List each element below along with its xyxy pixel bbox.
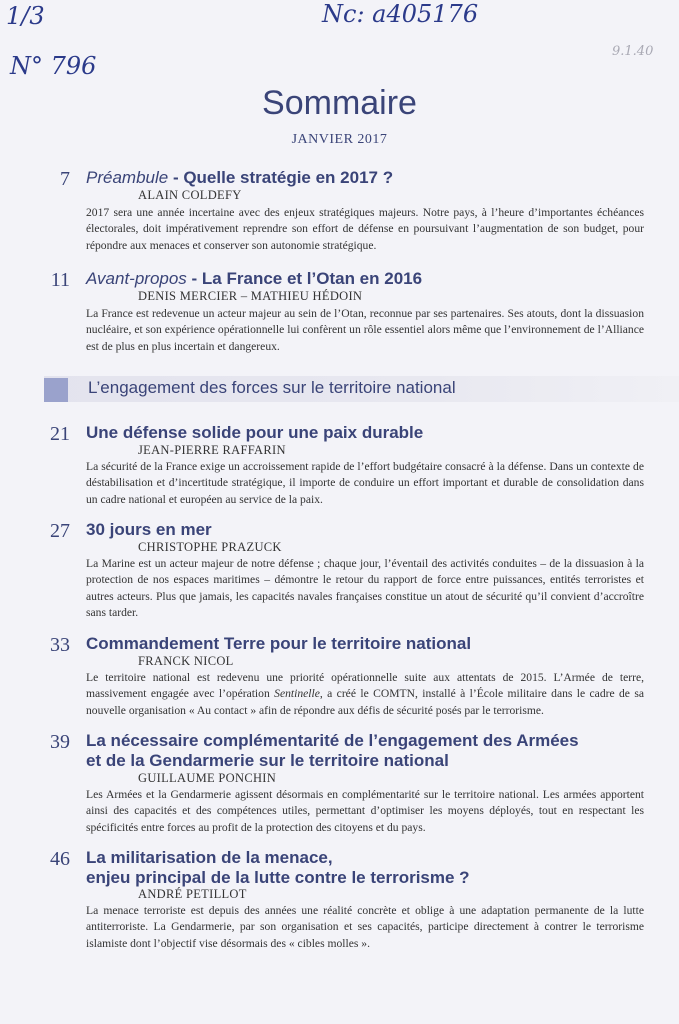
entry-abstract: La France est redevenue un acteur majeur au sein de l’Otan, reconnue par ses partenaires. Ses atouts, dont la dissuasion nucléaire, et son expérience opérationnelle lui confèrent un rôle essentiel alors même que l’environnement de l’Alliance est de plus en plus incertain et dangereux.	[86, 307, 644, 353]
handwritten-issue-number: N° 796	[10, 52, 97, 80]
article-author: ANDRÉ PETILLOT	[138, 887, 247, 901]
entry-abstract: 2017 sera une année incertaine avec des enjeux stratégiques majeurs. Notre pays, à l’heure d’importantes échéances électorales, doit impérativement reprendre son effort de défense en poursuivant l’augmentation de son budget, pour répondre aux menaces et conserver son autonomie stratégique.	[86, 206, 644, 252]
article-abstract: La Marine est un acteur majeur de notre défense ; chaque jour, l’éventail des activités conduites – de la dissuasion à la protection de nos espaces maritimes – démontre le retour du rapport de force entre puissances, entités terroristes et autres acteurs. Plus que jamais, les capacités navales françaises constitue un atout de sécurité qu’il convient d’accroître sans tarder.	[86, 557, 644, 619]
page-number: 46	[50, 848, 70, 870]
page-number: 27	[50, 520, 70, 542]
article-title[interactable]: Commandement Terre pour le territoire national	[86, 634, 472, 653]
article-title-line2[interactable]: et de la Gendarmerie sur le territoire national	[86, 751, 449, 770]
article-title-line2[interactable]: enjeu principal de la lutte contre le terrorisme ?	[86, 868, 470, 887]
page-number: 11	[50, 269, 70, 291]
page-number: 39	[50, 731, 70, 753]
abstract-part: Le territoire national est redevenu une priorité opérationnelle suite aux attentats de 2015. L’Armée de terre, massivement engagée avec l’opération	[86, 671, 644, 701]
article-title[interactable]: 30 jours en mer	[86, 520, 212, 539]
article-author: GUILLAUME PONCHIN	[138, 771, 277, 785]
page-number: 7	[60, 168, 70, 190]
issue-date: JANVIER 2017	[291, 132, 388, 147]
article-author: JEAN-PIERRE RAFFARIN	[138, 443, 286, 457]
article-abstract	[86, 670, 644, 719]
article-abstract: Les Armées et la Gendarmerie agissent désormais en complémentarité sur le territoire national. Les armées apportent ainsi des capacités et des compétences utiles, permettant d’optimiser les moyens déployés, tout en respectant les spécificités entre forces au profit de la protection des citoyens et du pays.	[86, 788, 644, 834]
article-author: FRANCK NICOL	[138, 654, 234, 668]
abstract-emphasis: Sentinelle	[274, 687, 320, 701]
entry-rubric: Préambule	[86, 168, 169, 187]
entry-heading[interactable]: Avant-propos - La France et l’Otan en 2016	[86, 269, 423, 288]
page-title: Sommaire	[262, 84, 417, 122]
section-header	[44, 376, 679, 402]
section-marker-square	[44, 378, 68, 402]
page-number: 33	[50, 634, 70, 656]
article-abstract: La sécurité de la France exige un accroissement rapide de l’effort budgétaire consacré à la défense. Dans un contexte de déstabilisation et d’incertitude stratégique, il importe de conduire un effort important et durable de consolidation dans un cadre national et européen au service de la paix.	[86, 460, 644, 506]
entry-title: Quelle stratégie en 2017 ?	[183, 168, 394, 187]
article-title[interactable]: Une défense solide pour une paix durable	[86, 423, 424, 442]
entry-heading[interactable]: Préambule - Quelle stratégie en 2017 ?	[86, 168, 394, 187]
article-title-line1[interactable]: La nécessaire complémentarité de l’engagement des Armées	[86, 731, 579, 750]
handwritten-faint-note: 9.1.40	[612, 44, 654, 59]
article-title-line1[interactable]: La militarisation de la menace,	[86, 848, 333, 867]
handwritten-page-count: 1/3	[6, 2, 45, 30]
entry-title: La France et l’Otan en 2016	[201, 269, 423, 288]
entry-author: DENIS MERCIER – MATHIEU HÉDOIN	[138, 289, 363, 303]
handwritten-reference: Nc: a405176	[322, 0, 479, 28]
article-author: CHRISTOPHE PRAZUCK	[138, 540, 282, 554]
abstract-part: , a créé le COMTN, installé à l’École militaire dans le cadre de sa nouvelle organisation « Au contact » afin de répondre aux défis de sécurité posés par le terrorisme.	[86, 687, 644, 717]
entry-author: ALAIN COLDEFY	[138, 188, 242, 202]
article-abstract: La menace terroriste est depuis des années une réalité concrète et oblige à une adaptation permanente de la lutte antiterroriste. La Gendarmerie, par son organisation et ses capacités, participe directement à contrer le terrorisme islamiste dont l’objectif vise désormais des « cibles molles ».	[86, 904, 644, 950]
page-number: 21	[50, 423, 70, 445]
entry-rubric: Avant-propos	[86, 269, 187, 288]
section-title: L’engagement des forces sur le territoire national	[88, 378, 456, 397]
